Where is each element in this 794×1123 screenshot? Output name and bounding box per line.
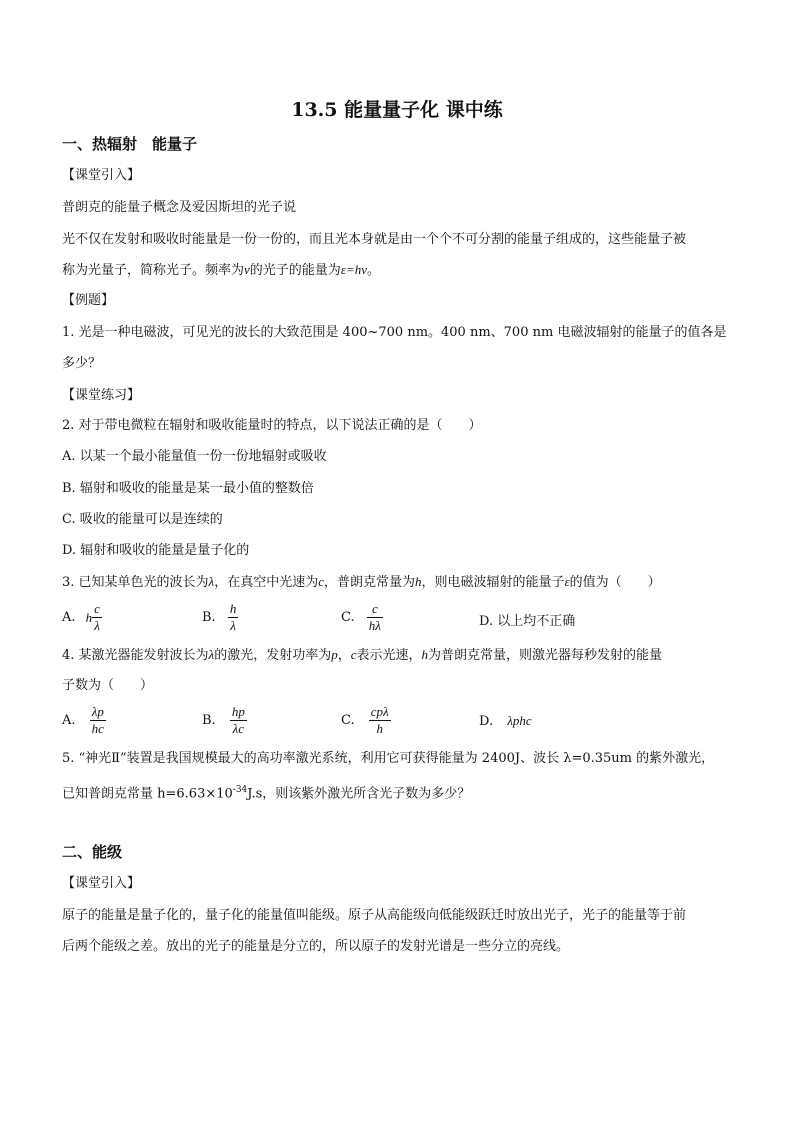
q2-option-d: D. 辐射和吸收的能量是量子化的 bbox=[62, 543, 250, 558]
nu-symbol: ν bbox=[244, 262, 250, 277]
q3-option-d: D. 以上均不正确 bbox=[479, 614, 576, 629]
page-title: 13.5 能量量子化 课中练 bbox=[291, 99, 503, 121]
section2-line-1: 原子的能量是量子化的，量子化的能量值叫能级。原子从高能级向低能级跃迁时放出光子，光子的能量等于前 bbox=[62, 908, 687, 923]
q5-line-1: 5. “神光Ⅱ”装置是我国规模最大的高功率激光系统，利用它可获得能量为 2400J、波长 λ=0.35um 的紫外激光， bbox=[62, 751, 715, 766]
q4-line-1: 4. 某激光器能发射波长为λ的激光，发射功率为p，c表示光速，h为普朗克常量，则激光器每秒发射的能量 bbox=[62, 647, 663, 663]
q2-stem: 2. 对于带电微粒在辐射和吸收能量时的特点，以下说法正确的是（ ） bbox=[62, 418, 482, 433]
q3-option-a: A. h $\frac{c}{\lambda}$ bbox=[62, 601, 100, 633]
q3-stem: 3. 已知某单色光的波长为λ，在真空中光速为c，普朗克常量为h，则电磁波辐射的能量子ε的值为（ ） bbox=[62, 574, 661, 590]
example-tag: 【例题】 bbox=[62, 293, 115, 308]
photon-energy-equation: ε=hν bbox=[340, 262, 367, 277]
q3-option-b: B. $\frac{h}{\lambda}$ bbox=[202, 601, 237, 633]
q4-option-b: B. $\frac{hp}{\lambda c}$ bbox=[202, 704, 245, 736]
q1-line-2: 多少？ bbox=[62, 356, 102, 371]
intro-line-3: 称为光量子，简称光子。频率为ν的光子的能量为ε=hν。 bbox=[62, 262, 380, 278]
q4-option-c: C. $\frac{\text{cpλ}}{h}$ bbox=[341, 704, 389, 736]
q3-b-fraction: $\frac{h}{\lambda}$ bbox=[229, 601, 237, 633]
q3-c-fraction: $\frac{c}{h\lambda}$ bbox=[368, 601, 381, 633]
q5-line-2: 已知普朗克常量 $h=6.63\times 10^{-34}J.s$，则该紫外激光所含光子数为多少？ bbox=[62, 785, 471, 802]
q4-options bbox=[0, 701, 794, 741]
q3-a-fraction: $\frac{c}{\lambda}$ bbox=[94, 601, 100, 633]
q4-a-fraction: $\frac{\lambda p}{hc}$ bbox=[91, 704, 104, 736]
q2-option-c: C. 吸收的能量可以是连续的 bbox=[62, 512, 223, 527]
practice-tag: 【课堂练习】 bbox=[62, 388, 141, 403]
section1-heading: 一、热辐射 能量子 bbox=[62, 135, 198, 153]
q1-line-1: 1. 光是一种电磁波，可见光的波长的大致范围是 400~700 nm。400 nm、700 nm 电磁波辐射的能量子的值各是 bbox=[62, 325, 727, 340]
q3-option-c: C. $\frac{c}{h\lambda}$ bbox=[341, 601, 381, 633]
q4-c-fraction: $\frac{\text{cpλ}}{h}$ bbox=[370, 704, 389, 736]
section1-intro-tag: 【课堂引入】 bbox=[62, 168, 141, 183]
q4-option-a: A. $\frac{\lambda p}{hc}$ bbox=[62, 704, 104, 736]
section2-intro-tag: 【课堂引入】 bbox=[62, 876, 141, 891]
intro-line-1: 普朗克的能量子概念及爱因斯坦的光子说 bbox=[62, 200, 297, 215]
section2-line-2: 后两个能级之差。放出的光子的能量是分立的，所以原子的发射光谱是一些分立的亮线。 bbox=[62, 939, 570, 954]
intro-line-2: 光不仅在发射和吸收时能量是一份一份的，而且光本身就是由一个个不可分割的能量子组成的，这些能量子被 bbox=[62, 232, 687, 247]
q3-options bbox=[0, 598, 794, 638]
q2-option-b: B. 辐射和吸收的能量是某一最小值的整数倍 bbox=[62, 481, 314, 496]
section2-heading: 二、能级 bbox=[62, 843, 123, 861]
q4-b-fraction: $\frac{hp}{\lambda c}$ bbox=[231, 704, 245, 736]
q4-line-2: 子数为（ ） bbox=[62, 678, 154, 693]
q4-option-d: D. λphc bbox=[479, 713, 532, 729]
q2-option-a: A. 以某一个最小能量值一份一份地辐射或吸收 bbox=[62, 449, 327, 464]
